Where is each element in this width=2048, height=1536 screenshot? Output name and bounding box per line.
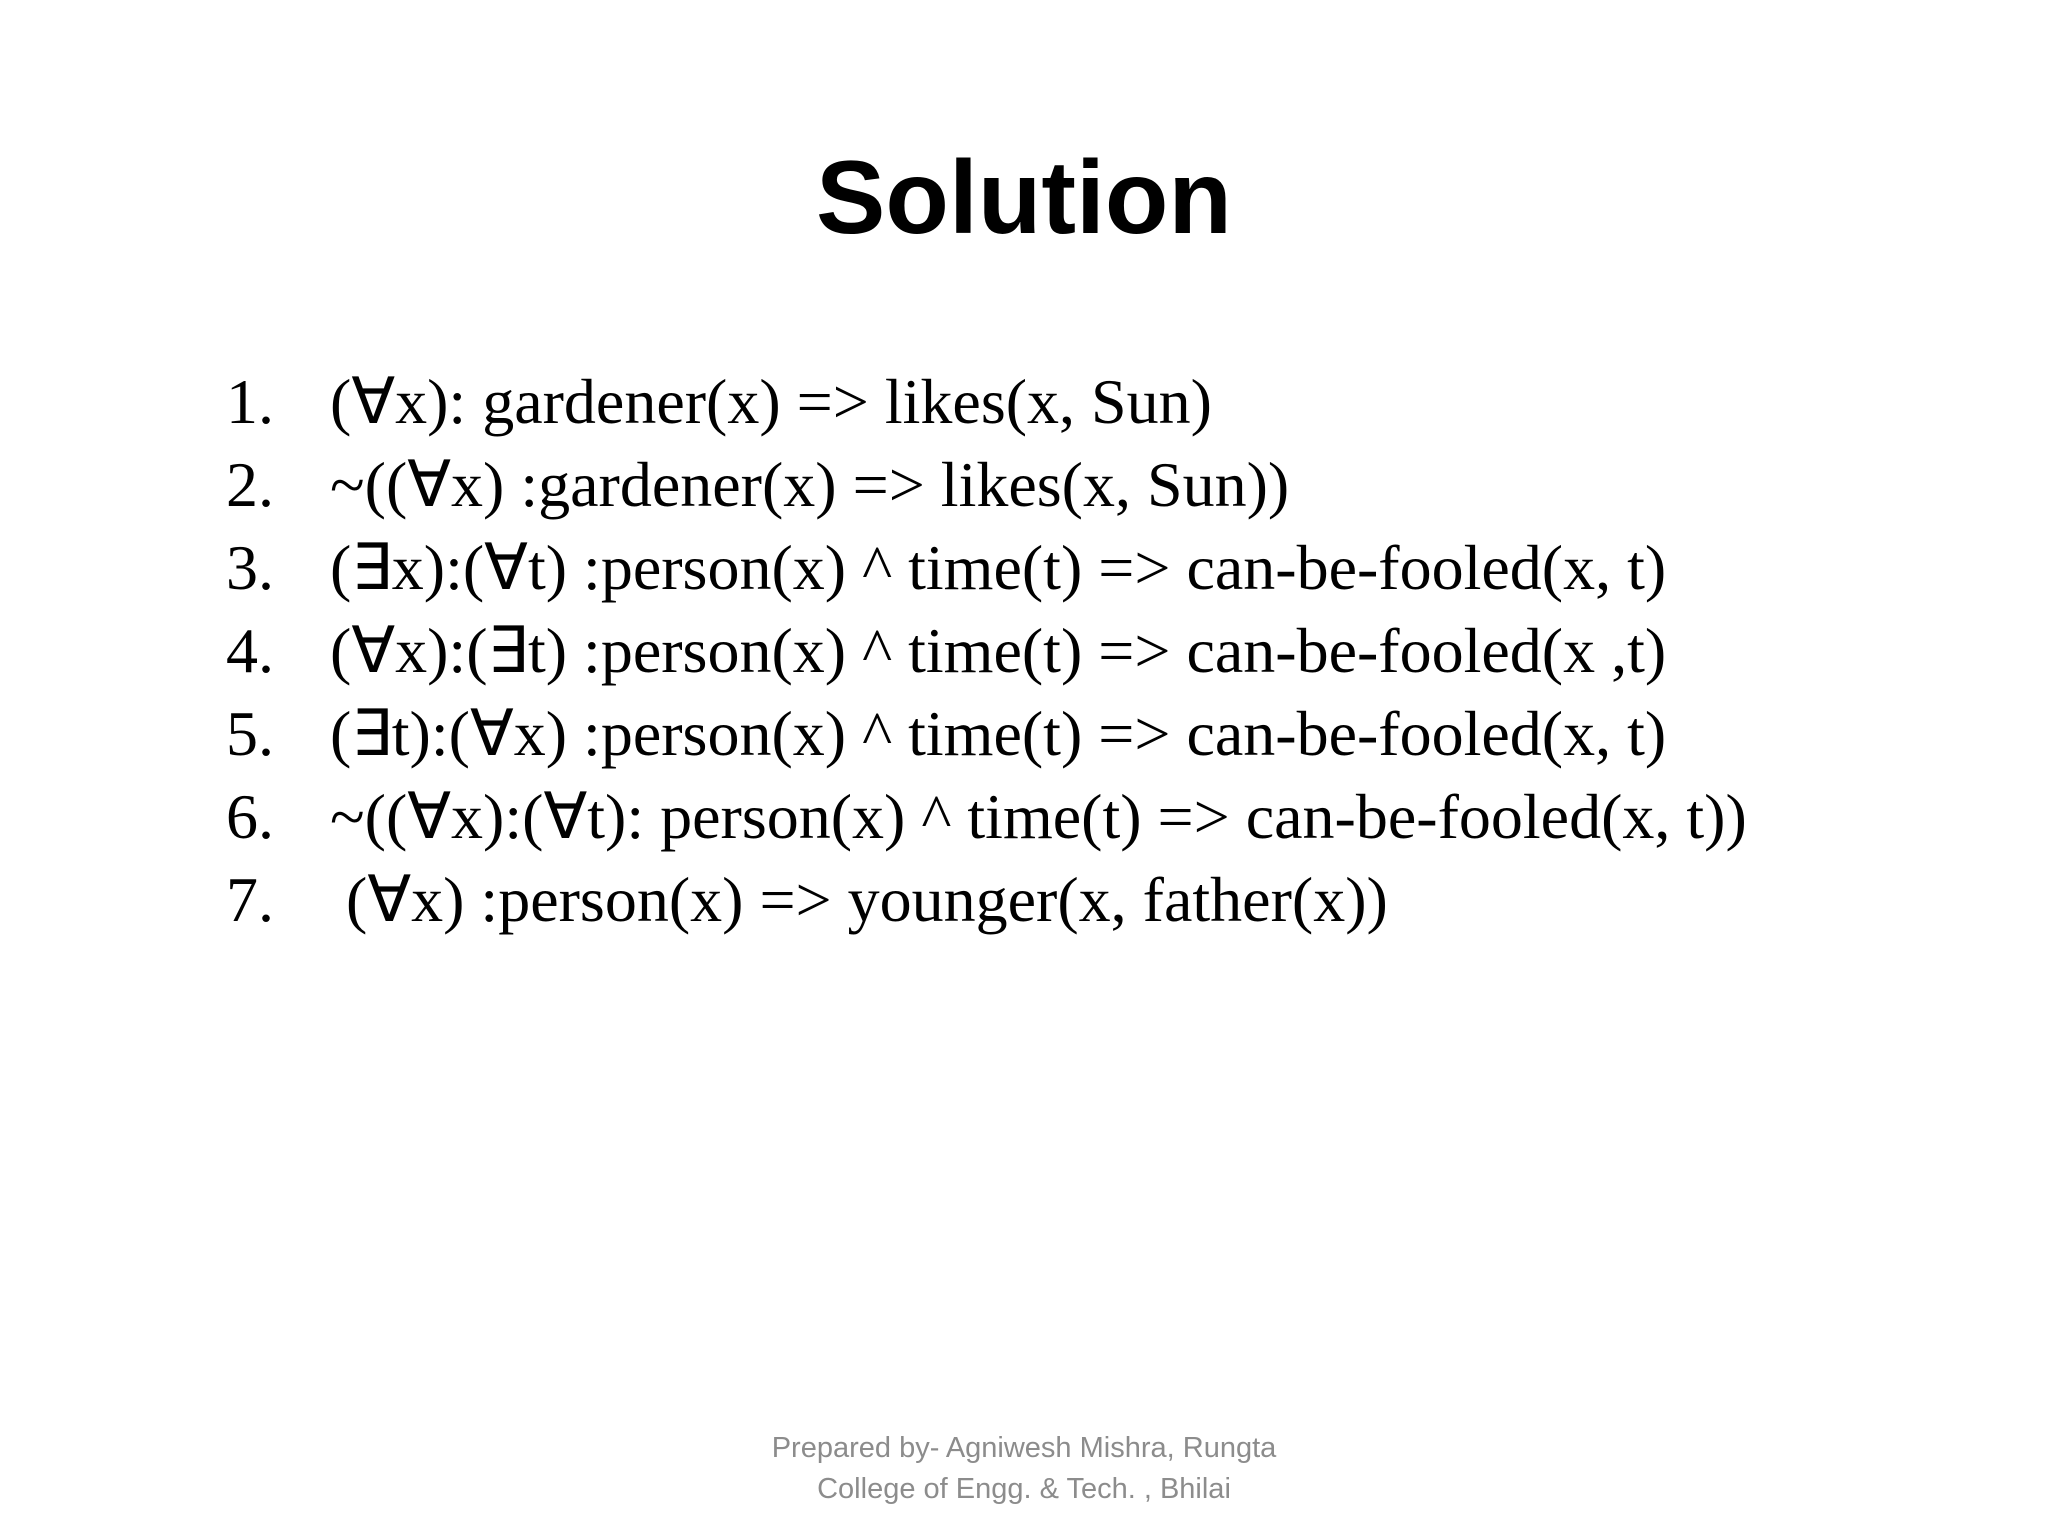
list-item-text: ~((∀x):(∀t): person(x) ^ time(t) => can-be-fooled(x, t)) xyxy=(330,781,1747,852)
footer-line-1: Prepared by- Agniwesh Mishra, Rungta xyxy=(771,1432,1277,1464)
list-item-4 xyxy=(226,609,1747,692)
list-item-number: 3. xyxy=(226,532,274,603)
list-item-number: 7. xyxy=(226,864,274,935)
slide-footer xyxy=(0,1428,2048,1510)
solution-list xyxy=(226,360,1747,941)
list-item-number: 5. xyxy=(226,698,274,769)
slide-title: Solution xyxy=(816,140,1232,256)
list-item-text: (∀x) :person(x) => younger(x, father(x)) xyxy=(330,864,1388,935)
list-item-number: 6. xyxy=(226,781,274,852)
list-item-6 xyxy=(226,775,1747,858)
list-item-text: (∃t):(∀x) :person(x) ^ time(t) => can-be-fooled(x, t) xyxy=(330,698,1667,769)
list-item-text: (∀x):(∃t) :person(x) ^ time(t) => can-be-fooled(x ,t) xyxy=(330,615,1667,686)
footer-line-2: College of Engg. & Tech. , Bhilai xyxy=(817,1473,1231,1505)
list-item-number: 2. xyxy=(226,449,274,520)
list-item-number: 1. xyxy=(226,366,274,437)
list-item-text: (∃x):(∀t) :person(x) ^ time(t) => can-be-fooled(x, t) xyxy=(330,532,1667,603)
list-item-3 xyxy=(226,526,1747,609)
list-item-1 xyxy=(226,360,1747,443)
list-item-number: 4. xyxy=(226,615,274,686)
list-item-2 xyxy=(226,443,1747,526)
list-item-5 xyxy=(226,692,1747,775)
list-item-7 xyxy=(226,858,1747,941)
list-item-text: (∀x): gardener(x) => likes(x, Sun) xyxy=(330,366,1212,437)
list-item-text: ~((∀x) :gardener(x) => likes(x, Sun)) xyxy=(330,449,1290,520)
